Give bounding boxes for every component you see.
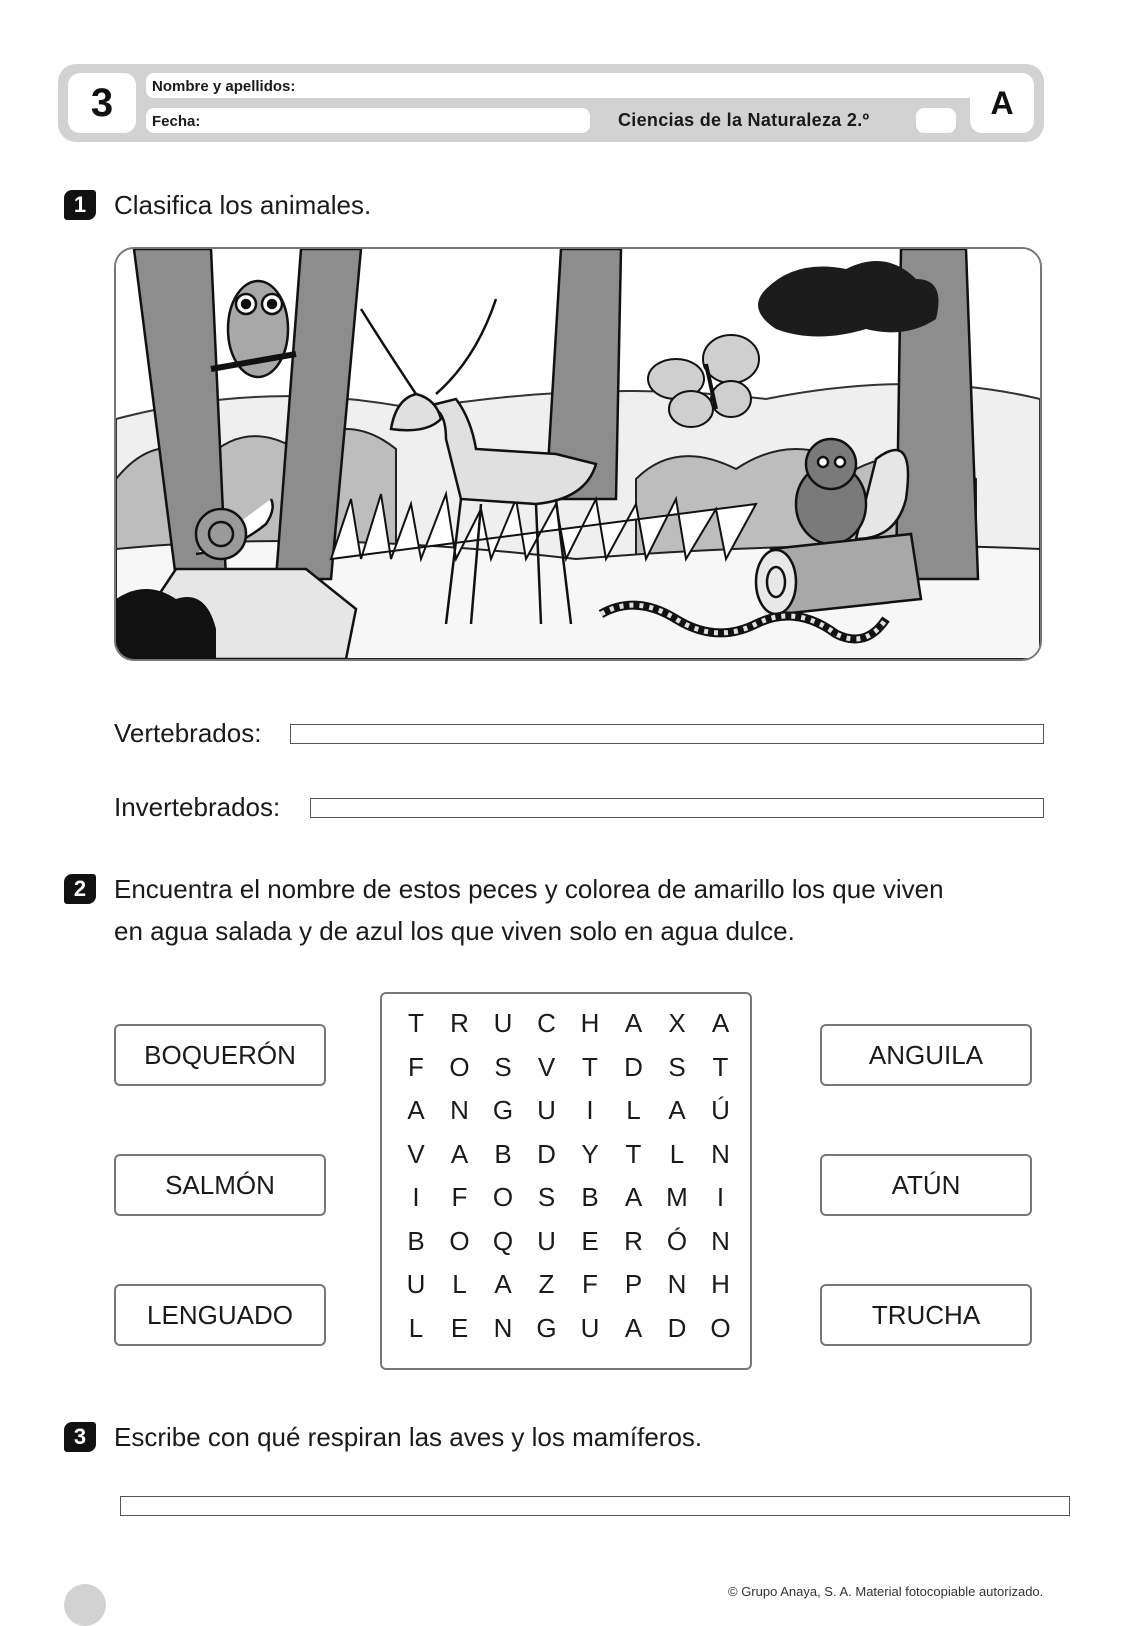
grid-letter[interactable]: I bbox=[586, 1095, 594, 1125]
grid-letter[interactable]: B bbox=[407, 1225, 425, 1256]
name-field[interactable] bbox=[146, 73, 1014, 98]
grid-letter[interactable]: F bbox=[408, 1051, 424, 1082]
squirrel bbox=[796, 439, 908, 544]
grid-letter[interactable]: A bbox=[624, 1182, 643, 1212]
grid-letter[interactable]: Ú bbox=[711, 1095, 730, 1125]
grid-letter[interactable]: I bbox=[716, 1182, 725, 1212]
grid-letter[interactable]: O bbox=[449, 1225, 470, 1256]
grid-letter[interactable]: U bbox=[537, 1095, 556, 1125]
fish-word-atun[interactable]: ATÚN bbox=[820, 1154, 1032, 1216]
grid-letter[interactable]: Ó bbox=[666, 1225, 688, 1256]
grid-letter[interactable]: B bbox=[494, 1138, 512, 1169]
grade-field[interactable] bbox=[916, 108, 956, 133]
grid-letter[interactable]: S bbox=[668, 1051, 686, 1082]
grid-letter[interactable]: P bbox=[624, 1269, 643, 1299]
grid-letter[interactable]: Z bbox=[538, 1269, 555, 1299]
fish-word-trucha[interactable]: TRUCHA bbox=[820, 1284, 1032, 1346]
grid-letter[interactable]: D bbox=[537, 1138, 556, 1169]
date-field[interactable] bbox=[146, 108, 590, 133]
breathing-answer-line[interactable] bbox=[120, 1496, 1070, 1516]
grid-letter[interactable]: N bbox=[711, 1225, 730, 1256]
grid-letter[interactable]: F bbox=[582, 1269, 598, 1299]
vertebrates-answer-line[interactable] bbox=[290, 724, 1044, 744]
grid-letter[interactable]: Y bbox=[581, 1138, 599, 1169]
fish-word-salmon[interactable]: SALMÓN bbox=[114, 1154, 326, 1216]
vertebrates-label: Vertebrados: bbox=[114, 718, 262, 748]
name-label: Nombre y apellidos: bbox=[152, 78, 296, 95]
grid-letter[interactable]: R bbox=[624, 1225, 643, 1256]
grid-letter[interactable]: V bbox=[537, 1051, 556, 1082]
grid-letter[interactable]: T bbox=[712, 1051, 729, 1082]
grid-letter[interactable]: G bbox=[492, 1095, 514, 1125]
fish-word-boqueron[interactable]: BOQUERÓN bbox=[114, 1024, 326, 1086]
grid-letter[interactable]: A bbox=[450, 1138, 469, 1169]
grid-letter[interactable]: N bbox=[450, 1095, 469, 1125]
unit-number: 3 bbox=[68, 73, 136, 133]
exercise-3-number: 3 bbox=[64, 1422, 96, 1452]
grid-letter[interactable]: O bbox=[449, 1051, 470, 1082]
grid-letter[interactable]: L bbox=[669, 1138, 685, 1169]
grid-letter[interactable]: L bbox=[452, 1269, 467, 1299]
grid-letter[interactable]: L bbox=[626, 1095, 641, 1125]
version-badge: A bbox=[970, 73, 1034, 133]
grid-letter[interactable]: T bbox=[582, 1051, 598, 1082]
grid-letter[interactable]: T bbox=[625, 1138, 642, 1169]
copyright-notice: © Grupo Anaya, S. A. Material fotocopiable autorizado. bbox=[728, 1584, 1044, 1599]
grid-letter[interactable]: A bbox=[624, 1008, 643, 1038]
grid-letter[interactable]: T bbox=[408, 1008, 424, 1038]
exercise-2-instruction-line1: Encuentra el nombre de estos peces y colorea de amarillo los que viven bbox=[114, 874, 944, 904]
grid-letter[interactable]: L bbox=[408, 1312, 424, 1343]
grid-letter[interactable]: V bbox=[407, 1138, 425, 1169]
forest-scene-image bbox=[116, 249, 1040, 659]
grid-letter[interactable]: E bbox=[581, 1225, 599, 1256]
grid-letter[interactable]: H bbox=[580, 1008, 600, 1038]
grid-letter[interactable]: A bbox=[494, 1269, 512, 1299]
fish-word-lenguado[interactable]: LENGUADO bbox=[114, 1284, 326, 1346]
exercise-1-instruction: Clasifica los animales. bbox=[114, 190, 372, 220]
grid-letter[interactable]: D bbox=[667, 1312, 687, 1343]
word-search-grid bbox=[380, 992, 752, 1370]
grid-letter[interactable]: I bbox=[412, 1182, 420, 1212]
grid-letter[interactable]: G bbox=[536, 1312, 557, 1343]
grid-letter[interactable]: S bbox=[537, 1182, 556, 1212]
grid-letter[interactable]: N bbox=[711, 1138, 730, 1169]
exercise-1-number: 1 bbox=[64, 190, 96, 220]
grid-letter[interactable]: Q bbox=[492, 1225, 514, 1256]
grid-letter[interactable]: U bbox=[493, 1008, 513, 1038]
grid-letter[interactable]: O bbox=[492, 1182, 514, 1212]
worksheet-header bbox=[58, 64, 1044, 142]
grid-letter[interactable]: N bbox=[667, 1269, 687, 1299]
subject-title: Ciencias de la Naturaleza 2.º bbox=[618, 110, 870, 130]
exercise-2-instruction-line2: en agua salada y de azul los que viven solo en agua dulce. bbox=[114, 916, 795, 946]
grid-letter[interactable]: M bbox=[666, 1182, 688, 1212]
grid-letter[interactable]: A bbox=[407, 1095, 425, 1125]
grid-letter[interactable]: N bbox=[493, 1312, 513, 1343]
exercise-2-number: 2 bbox=[64, 874, 96, 904]
grid-letter[interactable]: F bbox=[451, 1182, 468, 1212]
grid-letter[interactable]: C bbox=[537, 1008, 556, 1038]
invertebrates-label: Invertebrados: bbox=[114, 792, 281, 822]
date-label: Fecha: bbox=[152, 113, 201, 130]
exercise-3-instruction: Escribe con qué respiran las aves y los mamíferos. bbox=[114, 1422, 703, 1452]
grid-letter[interactable]: A bbox=[668, 1095, 686, 1125]
grid-letter[interactable]: O bbox=[710, 1312, 731, 1343]
grid-letter[interactable]: H bbox=[711, 1269, 730, 1299]
grid-letter[interactable]: X bbox=[668, 1008, 686, 1038]
invertebrates-answer-line[interactable] bbox=[310, 798, 1044, 818]
grid-letter[interactable]: U bbox=[580, 1312, 600, 1343]
grid-letter[interactable]: D bbox=[624, 1051, 643, 1082]
grid-letter[interactable]: E bbox=[450, 1312, 469, 1343]
grid-letter[interactable]: U bbox=[406, 1269, 426, 1299]
grid-letter[interactable]: R bbox=[450, 1008, 469, 1038]
grid-letter[interactable]: U bbox=[537, 1225, 556, 1256]
grid-letter[interactable]: A bbox=[624, 1312, 643, 1343]
page-number-badge bbox=[64, 1584, 106, 1626]
grid-letter[interactable]: A bbox=[711, 1008, 730, 1038]
grid-letter[interactable]: B bbox=[581, 1182, 599, 1212]
fish-word-anguila[interactable]: ANGUILA bbox=[820, 1024, 1032, 1086]
grid-letter[interactable]: S bbox=[494, 1051, 512, 1082]
forest-illustration bbox=[114, 247, 1042, 661]
